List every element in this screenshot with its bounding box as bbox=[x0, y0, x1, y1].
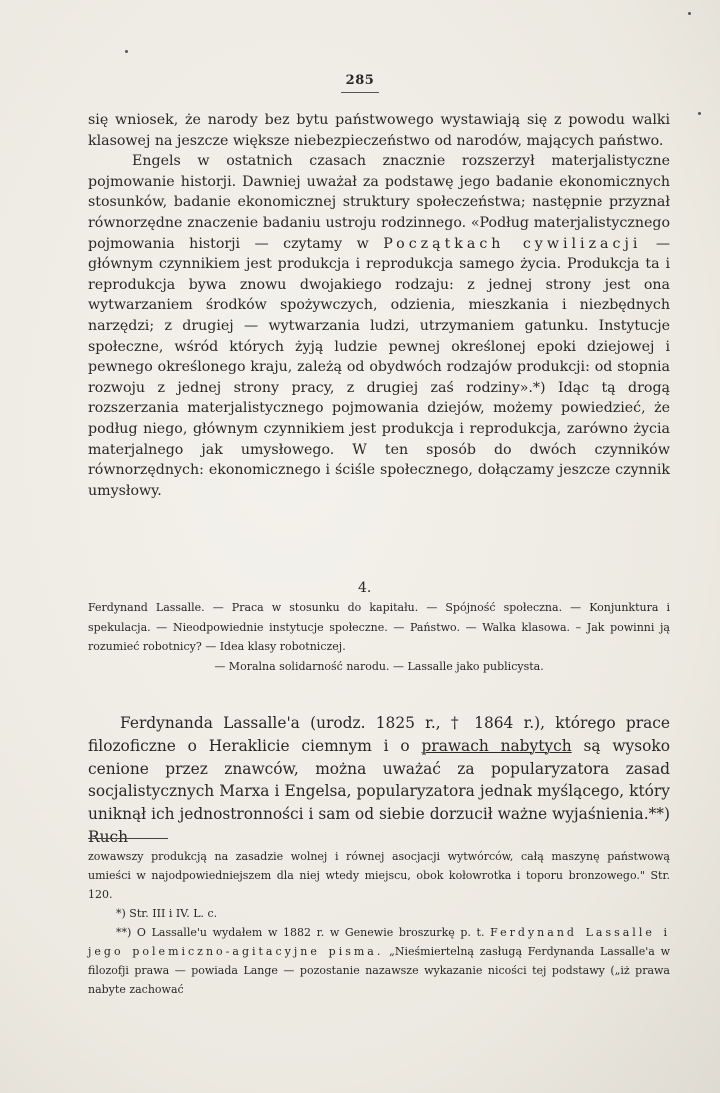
section-summary bbox=[88, 598, 670, 676]
footnote-1: *) Str. III i IV. L. c. bbox=[116, 907, 218, 920]
footnote-rule bbox=[88, 838, 168, 839]
scan-speck bbox=[125, 50, 128, 53]
main-text bbox=[88, 110, 670, 501]
paragraph-engels-rest: — głównym czynnikiem jest produkcja i reprodukcja samego życia. Produkcja ta i reprodukcja bywa znowu dwojakiego rodzaju: z jednej strony jest ona wytwarzaniem środków spożywczych, odzienia, mieszkania i niezbędnych narzędzi; z drugiej — wytwarzania ludzi, utrzymaniem gatunku. Instytucje społeczne, wśród których żyją ludzie pewnej określonej epoki dziejowej i pewnego określonego kraju, zależą od obydwóch rodzajów produkcji: od stopnia rozwoju z jednej strony pracy, z drugiej zaś rodziny».*) Idąc tą drogą rozszerzania materjalistycznego pojmowania dziejów, możemy powiedzieć, że podług niego, głównym czynnikiem jest produkcja i reprodukcja, zarówno życia materjalnego jak umysłowego. W ten sposób do dwóch czynników równorzędnych: ekonomicznego i ściśle społecznego, dołączamy jeszcze czynnik umysłowy. bbox=[88, 235, 671, 499]
footnotes bbox=[88, 847, 670, 999]
scan-speck bbox=[688, 12, 691, 15]
footnote-2-start: **) O Lassalle'u wydałem w 1882 r. w Genewie broszurkę p. t. bbox=[116, 926, 485, 939]
page-number: 285 bbox=[345, 73, 375, 88]
underlined-phrase: prawach nabytych bbox=[421, 736, 572, 755]
section-text bbox=[88, 712, 670, 849]
footnote-2-rest: „Nieśmiertelną zasługą Ferdynanda Lassalle'a w filozofji prawa — powiada Lange — pozostanie nazawsze wykazanie nicości tej podstawy („iż prawa nabyte zachować bbox=[88, 945, 671, 996]
spaced-title-origins: Początkach cywilizacji bbox=[383, 235, 642, 252]
footnote-continued: zowawszy produkcją na zasadzie wolnej i równej asocjacji wytwórców, całą maszynę państwową umieści w najodpowiedniejszem dla niej wtedy miejscu, obok kołowrotka i toporu bronzowego." Str. 120. bbox=[88, 850, 670, 901]
paragraph-lassalle-start: Ferdynanda Lassalle'a (urodz. 1825 r., † 1864 r.), którego prace filozoficzne o Heraklicie ciemnym i o bbox=[88, 714, 670, 755]
section-summary-last: — Moralna solidarność narodu. — Lassalle jako publicysta. bbox=[214, 659, 544, 673]
paragraph-lassalle-rest: są wysoko cenione przez znawców, można uważać za popularyzatora zasad socjalistycznych Marxa i Engelsa, popularyzatora jednak myślącego, który uniknął ich jednostronności i sam od siebie dorzucił ważne wyjaśnienia.**) Ruch bbox=[88, 736, 670, 846]
footnote-2 bbox=[88, 923, 670, 999]
section-summary-main: Ferdynand Lassalle. — Praca w stosunku do kapitału. — Spójność społeczna. — Konjunktura i spekulacja. — Nieodpowiednie instytucje społeczne. — Państwo. — Walka klasowa. – Jak powinni ją rozumieć robotnicy? — Idea klasy robotniczej. bbox=[88, 601, 670, 653]
footnote-2-title: Ferdynand Lassalle i jego polemiczno-agitacyjne pisma. bbox=[88, 926, 670, 958]
page-number-rule bbox=[341, 92, 379, 93]
paragraph-engels-start: Engels w ostatnich czasach znacznie rozszerzył materjalistyczne pojmowanie historji. Dawniej uważał za podstawę jego badanie ekonomicznych stosunków, badanie ekonomicznej struktury społeczeństwa; następnie przyznał równorzędne znaczenie badaniu ustroju rodzinnego. «Podług materjalistycznego pojmowania historji — czytamy w bbox=[88, 153, 670, 252]
paragraph-lassalle bbox=[88, 712, 670, 849]
scan-speck bbox=[698, 112, 701, 115]
paragraph-continued: się wniosek, że narody bez bytu państwowego wystawiają się z powodu walki klasowej na jeszcze większe niebezpieczeństwo od narodów, mających państwo. bbox=[88, 112, 670, 149]
paragraph-engels bbox=[88, 151, 670, 501]
section-number: 4. bbox=[358, 580, 372, 596]
